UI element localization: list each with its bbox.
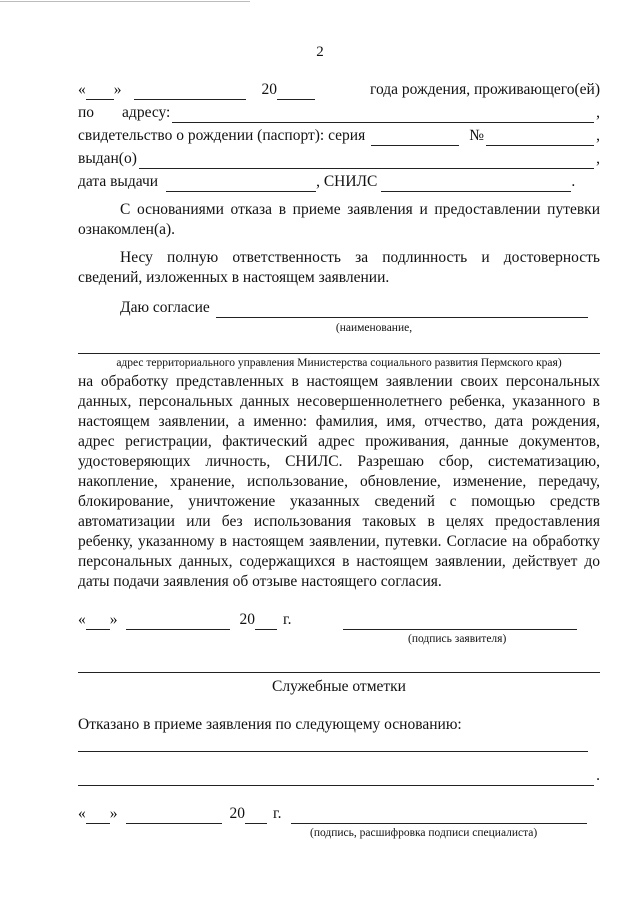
number-label: № xyxy=(469,127,485,144)
applicant-month-field[interactable] xyxy=(126,615,230,630)
consent-caption-name: (наименование, xyxy=(335,322,413,334)
separator-line xyxy=(78,658,600,673)
applicant-signature-field[interactable] xyxy=(343,615,577,630)
issued-by-field[interactable] xyxy=(139,154,594,169)
refusal-reason-field-2[interactable] xyxy=(78,771,594,786)
quote-close: » xyxy=(109,611,118,628)
refusal-reason-row-2 xyxy=(78,766,600,786)
century-label: 20 xyxy=(229,805,245,822)
issue-date-end: . xyxy=(571,173,576,190)
series-field[interactable] xyxy=(371,131,459,146)
specialist-day-field[interactable] xyxy=(86,809,110,824)
issue-date-label: дата выдачи xyxy=(78,173,159,190)
issued-label: выдан(о) xyxy=(78,150,137,167)
snils-label: , СНИЛС xyxy=(316,173,378,190)
specialist-signature-field[interactable] xyxy=(291,809,587,824)
responsibility-text: Несу полную ответственность за подлинность и достоверность сведений, изложенных в настоящем заявлении. xyxy=(78,249,600,286)
quote-close: » xyxy=(113,81,122,98)
specialist-month-field[interactable] xyxy=(126,809,222,824)
century-label: 20 xyxy=(261,81,277,98)
service-marks-heading: Служебные отметки xyxy=(272,678,406,695)
refused-label: Отказано в приеме заявления по следующему основанию: xyxy=(78,716,462,733)
applicant-year-field[interactable] xyxy=(255,615,277,630)
address-field[interactable] xyxy=(172,108,594,123)
quote-open: « xyxy=(78,805,86,822)
address-label-po: по xyxy=(78,104,95,121)
consent-label: Даю согласие xyxy=(120,299,210,316)
day-field[interactable] xyxy=(86,85,114,100)
specialist-date-row xyxy=(78,804,600,824)
consent-address-field[interactable] xyxy=(78,339,600,354)
birth-text: года рождения, проживающего(ей) xyxy=(370,81,600,98)
page-number: 2 xyxy=(316,44,324,60)
snils-field[interactable] xyxy=(381,177,571,192)
application-form xyxy=(78,80,600,840)
issued-end: , xyxy=(596,150,600,167)
refused-end: . xyxy=(596,767,600,784)
birth-date-row xyxy=(78,80,600,100)
top-edge-line xyxy=(0,1,250,2)
quote-open: « xyxy=(78,81,86,98)
applicant-signature-caption: (подпись заявителя) xyxy=(408,633,507,645)
quote-close: » xyxy=(109,805,118,822)
certificate-row xyxy=(78,126,600,146)
century-label: 20 xyxy=(239,611,255,628)
consent-row xyxy=(78,298,600,318)
consent-authority-field[interactable] xyxy=(216,303,588,318)
refusal-grounds-text: С основаниями отказа в приеме заявления и предоставлении путевки ознакомлен(а). xyxy=(78,201,600,238)
certificate-end: , xyxy=(596,127,600,144)
month-field[interactable] xyxy=(134,85,246,100)
quote-open: « xyxy=(78,611,86,628)
specialist-year-field[interactable] xyxy=(245,809,267,824)
consent-body-text: на обработку представленных в настоящем заявлении своих персональных данных, персональных данных несовершеннолетнего ребенка, указанного в настоящем заявлении, а именно: фамилия, имя, отчество, дата рождения, адрес регистрации, фактический адрес проживания, данные документов, удостоверяющих личность, СНИЛС. Разрешаю сбор, систематизацию, накопление, хранение, использование, обновление, изменение, передачу, блокирование, уничтожение указанных сведений с помощью средств автоматизации или без использования таковых в целях предоставления ребенку, указанному в настоящем заявлении, путевки. Согласие на обработку персональных данных, содержащихся в настоящем заявлении, действует до даты подачи заявления об отзыве настоящего согласия. xyxy=(78,373,600,590)
applicant-date-row xyxy=(78,610,600,630)
issue-date-field[interactable] xyxy=(166,177,316,192)
consent-caption-address: адрес территориального управления Министерства социального развития Пермского края) xyxy=(116,357,562,369)
year-suffix: г. xyxy=(283,611,292,628)
number-field[interactable] xyxy=(486,131,594,146)
issued-row xyxy=(78,149,600,169)
certificate-label: свидетельство о рождении (паспорт): серия xyxy=(78,127,366,144)
specialist-signature-caption: (подпись, расшифровка подписи специалиста) xyxy=(310,827,538,839)
applicant-day-field[interactable] xyxy=(86,615,110,630)
year-field[interactable] xyxy=(277,85,315,100)
year-suffix: г. xyxy=(273,805,282,822)
refusal-reason-field-1[interactable] xyxy=(78,737,588,752)
issue-date-row xyxy=(78,172,600,192)
address-label: адресу: xyxy=(122,104,171,121)
address-row xyxy=(78,103,600,123)
address-end: , xyxy=(596,104,600,121)
